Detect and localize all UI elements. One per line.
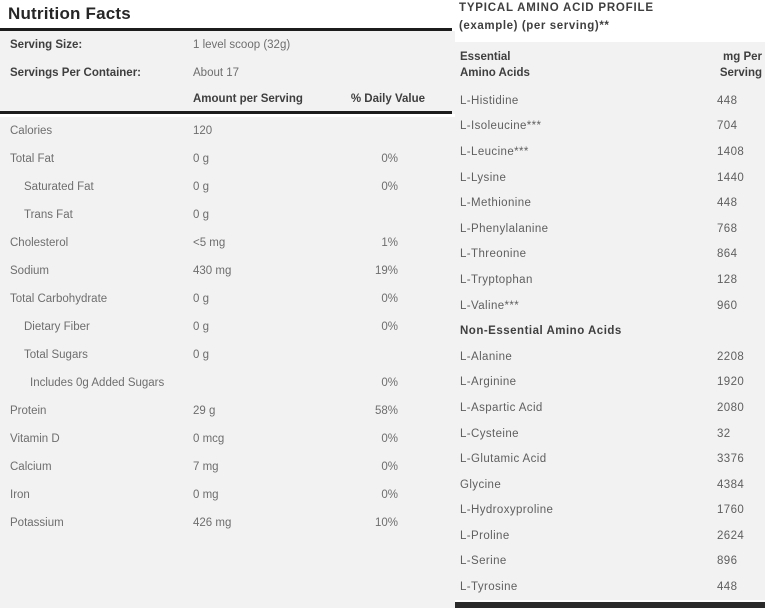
amount-per-serving-header: Amount per Serving xyxy=(193,93,303,105)
amino-acid-row xyxy=(455,114,765,140)
nutrient-row xyxy=(0,509,455,537)
nutrient-label: Cholesterol xyxy=(10,237,69,249)
amino-acid-name: L-Tryptophan xyxy=(460,273,533,286)
amino-acid-row xyxy=(455,139,765,165)
bottom-section-bar xyxy=(455,602,765,608)
nutrient-daily-value: 0% xyxy=(381,489,398,501)
amino-acid-mg: 1408 xyxy=(717,145,745,158)
servings-per-container-label: Servings Per Container: xyxy=(10,67,142,79)
mg-per-header-line2: Serving xyxy=(719,67,762,79)
mg-per-serving-header xyxy=(717,42,765,88)
amino-acid-name: L-Arginine xyxy=(460,376,517,389)
amino-acid-name: L-Tyrosine xyxy=(460,581,518,594)
amino-acid-rows xyxy=(455,88,765,600)
amino-acid-mg: 768 xyxy=(717,222,738,235)
amino-acid-row xyxy=(455,370,765,396)
amino-acid-name: L-Phenylalanine xyxy=(460,222,549,235)
amino-acid-name: Glycine xyxy=(460,478,502,491)
amino-acid-row xyxy=(455,523,765,549)
amino-acid-row xyxy=(455,242,765,268)
amino-acid-mg: 1920 xyxy=(717,376,745,389)
nutrient-amount: 7 mg xyxy=(193,461,219,473)
nutrient-row xyxy=(0,173,455,201)
amino-acid-name: L-Lysine xyxy=(460,171,507,184)
amino-acid-mg: 1760 xyxy=(717,504,745,517)
nutrient-label: Calcium xyxy=(10,461,52,473)
amino-acid-row xyxy=(455,267,765,293)
nutrient-row xyxy=(0,341,455,369)
daily-value-header: % Daily Value xyxy=(350,93,425,105)
amino-acid-name: L-Cysteine xyxy=(460,427,519,440)
amino-acid-row xyxy=(455,446,765,472)
amino-acid-row xyxy=(455,472,765,498)
nutrient-daily-value: 10% xyxy=(374,517,398,529)
nutrient-amount: 430 mg xyxy=(193,265,232,277)
nutrient-row xyxy=(0,481,455,509)
amino-acid-name: L-Isoleucine*** xyxy=(460,120,542,133)
amino-acid-row xyxy=(455,549,765,575)
nutrient-amount: 29 g xyxy=(193,405,216,417)
amino-acid-name: L-Histidine xyxy=(460,94,519,107)
serving-size-value: 1 level scoop (32g) xyxy=(193,39,291,51)
nutrient-label: Total Fat xyxy=(10,153,55,165)
nutrition-facts-body xyxy=(0,31,455,608)
amino-acid-row xyxy=(455,293,765,319)
amino-acid-row xyxy=(455,165,765,191)
nutrient-amount: 0 g xyxy=(193,321,209,333)
nutrient-amount: <5 mg xyxy=(193,237,226,249)
amino-acid-name: L-Threonine xyxy=(460,248,527,261)
nutrient-label: Dietary Fiber xyxy=(24,321,90,333)
nutrient-row xyxy=(0,257,455,285)
serving-size-row xyxy=(0,31,455,59)
amino-acid-mg: 1440 xyxy=(717,171,745,184)
nutrient-daily-value: 19% xyxy=(374,265,398,277)
amino-profile-column-headers xyxy=(455,42,765,88)
amino-acid-mg: 448 xyxy=(717,197,738,210)
nutrient-label: Saturated Fat xyxy=(24,181,94,193)
amino-acid-mg: 2080 xyxy=(717,401,745,414)
nutrient-row xyxy=(0,229,455,257)
servings-per-container-value: About 17 xyxy=(193,67,240,79)
amino-acid-row xyxy=(455,216,765,242)
amino-acid-name: L-Proline xyxy=(460,529,510,542)
amino-acid-mg: 448 xyxy=(717,581,738,594)
amino-acid-name: Non-Essential Amino Acids xyxy=(460,325,622,338)
amino-acid-name: L-Valine*** xyxy=(460,299,520,312)
nutrient-daily-value: 58% xyxy=(374,405,398,417)
amino-acid-mg: 4384 xyxy=(717,478,745,491)
nutrition-facts-title: Nutrition Facts xyxy=(8,4,131,23)
nutrient-daily-value: 0% xyxy=(381,461,398,473)
servings-per-container-row xyxy=(0,59,455,87)
amino-acid-row xyxy=(455,344,765,370)
amino-acid-row xyxy=(455,190,765,216)
nutrient-amount: 0 g xyxy=(193,209,209,221)
nutrient-daily-value: 0% xyxy=(381,377,398,389)
nutrient-amount: 0 g xyxy=(193,293,209,305)
serving-size-label: Serving Size: xyxy=(10,39,83,51)
amino-acid-mg: 448 xyxy=(717,94,738,107)
nutrient-row xyxy=(0,285,455,313)
amino-acid-profile-panel xyxy=(455,0,770,608)
column-header-row xyxy=(0,87,455,111)
nutrient-amount: 0 mg xyxy=(193,489,219,501)
mg-per-header-line1: mg Per xyxy=(723,51,762,63)
nutrient-label: Sodium xyxy=(10,265,49,277)
nutrient-row xyxy=(0,397,455,425)
nutrient-row xyxy=(0,369,455,397)
amino-acid-mg: 704 xyxy=(717,120,738,133)
amino-profile-body xyxy=(455,42,765,600)
nutrient-amount: 0 mcg xyxy=(193,433,225,445)
nutrient-row xyxy=(0,425,455,453)
amino-acid-mg: 32 xyxy=(717,427,731,440)
nutrient-daily-value: 1% xyxy=(381,237,398,249)
nutrient-row xyxy=(0,145,455,173)
nutrient-label: Total Carbohydrate xyxy=(10,293,108,305)
amino-acid-mg: 864 xyxy=(717,248,738,261)
amino-acid-mg: 128 xyxy=(717,273,738,286)
amino-acid-row xyxy=(455,395,765,421)
amino-acid-row xyxy=(455,421,765,447)
nutrient-amount: 0 g xyxy=(193,153,209,165)
amino-acid-name: L-Aspartic Acid xyxy=(460,401,543,414)
essential-header-line1: Essential xyxy=(460,51,511,63)
amino-acid-name: L-Leucine*** xyxy=(460,145,529,158)
nutrient-label: Total Sugars xyxy=(24,349,88,361)
essential-header-line2: Amino Acids xyxy=(460,67,530,79)
nutrient-daily-value: 0% xyxy=(381,181,398,193)
nutrient-daily-value: 0% xyxy=(381,293,398,305)
nutrition-rows xyxy=(0,117,455,537)
nutrient-amount: 426 mg xyxy=(193,517,232,529)
amino-acid-mg: 2208 xyxy=(717,350,745,363)
nutrient-amount: 0 g xyxy=(193,181,209,193)
amino-acid-name: L-Serine xyxy=(460,555,507,568)
amino-acid-mg: 3376 xyxy=(717,453,745,466)
nutrient-label: Iron xyxy=(10,489,30,501)
nutrient-label: Vitamin D xyxy=(10,433,60,445)
non-essential-subheader-row xyxy=(455,318,765,344)
amino-acid-name: L-Glutamic Acid xyxy=(460,453,547,466)
nutrient-row xyxy=(0,453,455,481)
amino-acid-name: L-Alanine xyxy=(460,350,513,363)
amino-acid-row xyxy=(455,88,765,114)
nutrient-amount: 120 xyxy=(193,125,213,137)
nutrient-daily-value: 0% xyxy=(381,321,398,333)
amino-acid-row xyxy=(455,498,765,524)
nutrient-row xyxy=(0,201,455,229)
nutrient-label: Protein xyxy=(10,405,47,417)
nutrient-daily-value: 0% xyxy=(381,433,398,445)
nutrient-label: Includes 0g Added Sugars xyxy=(30,377,165,389)
nutrient-label: Calories xyxy=(10,125,53,137)
amino-acid-name: L-Hydroxyproline xyxy=(460,504,554,517)
amino-acid-name: L-Methionine xyxy=(460,197,532,210)
amino-acid-mg: 960 xyxy=(717,299,738,312)
nutrient-daily-value: 0% xyxy=(381,153,398,165)
nutrient-label: Potassium xyxy=(10,517,64,529)
amino-acid-mg: 2624 xyxy=(717,529,745,542)
amino-acid-row xyxy=(455,574,765,600)
amino-profile-title-line2: (example) (per serving)** xyxy=(459,20,610,32)
nutrient-row xyxy=(0,117,455,145)
essential-amino-acids-header xyxy=(455,42,717,88)
nutrient-amount: 0 g xyxy=(193,349,209,361)
nutrient-row xyxy=(0,313,455,341)
amino-acid-mg: 896 xyxy=(717,555,738,568)
amino-profile-title-line1: TYPICAL AMINO ACID PROFILE xyxy=(459,2,654,14)
nutrient-label: Trans Fat xyxy=(24,209,73,221)
